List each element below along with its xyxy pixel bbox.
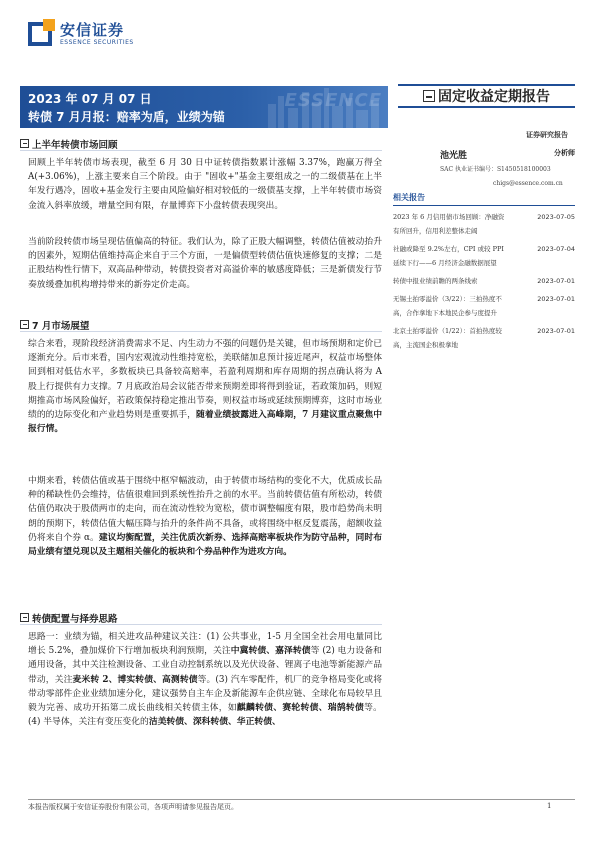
- paragraph: [28, 474, 382, 559]
- body-text: 回顾上半年转债市场表现，截至 6 月 30 日中证转债指数累计涨幅 3.37%，跑赢万得全 A(+3.06%)，上涨主要来自三个阶段。由于 "固收+"基金主要组成之一的二级债基在上半年发行遇冷，固收+基金发行主要由风险偏好相对较低的一级债基支撑，上半年转债市场资金流入斜率放缓，增量空间有限，存量博弈下小盘转债表现突出。: [28, 158, 382, 211]
- emphasis-text: 建议均衡配置，关注优质次新券、选择高赔率板块作为防守品种，同时布局业绩有望兑现以及主题相关催化的板块和个券品种作为进攻方向。: [28, 532, 382, 558]
- analyst-role: 分析师: [554, 148, 575, 157]
- emphasis-text: 洁美转债、深科转债、华正转债、: [148, 717, 281, 728]
- analyst-row: [440, 148, 575, 161]
- paragraph: [28, 235, 382, 292]
- logo-mark-icon: [28, 22, 52, 46]
- related-report-date: 2023-07-01: [537, 277, 575, 285]
- paragraph: [28, 630, 382, 729]
- related-reports-list: [393, 210, 575, 356]
- related-report-date: 2023-07-04: [537, 245, 575, 253]
- report-type-icon: [423, 90, 435, 102]
- related-report-date: 2023-07-05: [537, 213, 575, 221]
- section-heading-review: [20, 137, 382, 151]
- related-report-item[interactable]: [393, 210, 575, 238]
- related-report-title[interactable]: 转债中报业绩前瞻的两条线索: [393, 277, 478, 285]
- analyst-email[interactable]: chigs@essence.com.cn: [493, 180, 563, 187]
- emphasis-text: 麒麟转债、赛轮转债、瑞鹄转债: [236, 703, 365, 714]
- related-report-item[interactable]: [393, 242, 575, 270]
- page-number: 1: [547, 802, 552, 810]
- report-type-header: [398, 84, 575, 108]
- related-report-date: 2023-07-01: [537, 327, 575, 335]
- body-text: 等。(3) 汽车零配件，机厂的竞争格局变化或将带动零部件企业业绩加速分化，建议强势自主车企及新能源车企供应链、全球化布局较早且毅为完善、成功开拓第二成长曲线相关转债主体，如: [28, 674, 382, 714]
- related-report-item[interactable]: [393, 274, 575, 288]
- department-label: 证券研究报告: [526, 130, 568, 139]
- company-logo: [28, 22, 134, 46]
- section-bullet-icon: [20, 139, 29, 148]
- section-heading-allocation: [20, 611, 382, 625]
- related-report-title[interactable]: 北京土拍零溢价（1/22）：首拍热度较高，主流国企积极拿地: [393, 327, 502, 349]
- related-reports-heading: 相关报告: [393, 192, 575, 206]
- footer-disclaimer: 本报告版权属于安信证券股份有限公司，各项声明请参见报告尾页。: [28, 803, 238, 811]
- body-text: 思路一：业绩为锚，相关进攻品种建议关注：(1) 公共事业，1-5 月全国全社会用电量同比增长 5.2%，叠加煤价下行增加板块利润预期，关注: [28, 632, 382, 657]
- section-bullet-icon: [20, 613, 29, 622]
- related-report-item[interactable]: [393, 292, 575, 320]
- banner-watermark: ESSENCE: [284, 90, 382, 111]
- title-banner: [20, 86, 388, 128]
- body-text: 等 (2) 电力设备和通用设备，其中关注检测设备、工业自动控制系统以及光伏设备、锂离子电池等新能源产品带动，关注: [28, 646, 382, 685]
- emphasis-text: 随着业绩披露进入高峰期，7 月建议重点聚焦中报行情。: [28, 410, 382, 435]
- related-report-date: 2023-07-01: [537, 295, 575, 303]
- related-report-item[interactable]: [393, 324, 575, 352]
- report-type-label: 固定收益定期报告: [438, 89, 550, 105]
- body-text: 综合来看，现阶段经济消费需求不足、内生动力不强的问题仍是关键，但市场预期和定价已逐渐充分。后市来看，国内宏观流动性维持宽松，美联储加息预计接近尾声，权益市场整体回到相对低估水平，多数板块已具备较高赔率，若盈利周期和库存周期的拐点确认将为 A 股上行提供有力支撑。7 月底政治局会议能否带来预期差即将得到验证，若政策加码，则短期推高市场风险偏好，若政策保持稳定推出节奏，则权益市场或延续预期博弈，这时市场业绩的的边际变化和产业趋势则是重要抓手，: [28, 339, 382, 421]
- body-text: 中期来看，转债估值或基于围绕中枢窄幅波动，由于转债市场结构的变化不大，优质成长品种的稀缺性仍会维持，估值很难回到系统性抬升之前的水平。当前转债估值有所松动，转债估值仍取决于股债两市的走向，而在流动性较为宽松，债市调整幅度有限，股市趋势尚未明朗的预期下，转债估值大幅压降与抬升的条件尚不具备，或将围绕中枢反复震荡，超额收益仍将来自个券 α。: [28, 476, 382, 543]
- section-heading-text: 转债配置与择券思路: [32, 613, 118, 625]
- section-heading-text: 7 月市场展望: [32, 320, 90, 332]
- logo-en: ESSENCE SECURITIES: [60, 39, 134, 46]
- body-text: 等。(4) 半导体，关注有变压变化的: [28, 703, 382, 728]
- paragraph: [28, 337, 382, 436]
- section-heading-text: 上半年转债市场回顾: [32, 139, 118, 151]
- section-bullet-icon: [20, 320, 29, 329]
- report-date: 2023 年 07 月 07 日: [28, 92, 152, 106]
- report-title: 转债 7 月月报：赔率为盾，业绩为锚: [28, 110, 225, 124]
- analyst-name: 池光胜: [440, 151, 468, 161]
- analyst-cert: SAC 执业证书编号：S1450518100003: [440, 166, 551, 173]
- footer-divider: [28, 799, 575, 800]
- emphasis-text: 麦米转 2、博实转债、高测转债: [72, 674, 198, 685]
- logo-cn: 安信证券: [60, 21, 125, 39]
- body-text: 当前阶段转债市场呈现估值偏高的特征。我们认为，除了正股大幅调整，转债估值被动抬升的因素外，短期估值维持高企来自于三个方面，一是偏债型转债估值快速修复的支撑；二是正股结构性行情下，双高品种带动，转债投资者对高溢价率的敏感度降低；三是新债发行节奏放缓叠加机构增持带来的新券定价走高。: [28, 237, 382, 290]
- related-report-title[interactable]: 社融或降至 9.2%左右，CPI 或较 PPI 延续下行——6 月经济金融数据展望: [393, 245, 504, 267]
- related-report-title[interactable]: 无锡土拍零溢价（3/22）：三拍热度不高，合作拿地下本地民企参与度提升: [393, 295, 502, 317]
- emphasis-text: 中冀转债、嘉泽转债: [230, 646, 311, 657]
- related-report-title[interactable]: 2023 年 6 月信用债市场回顾：净融资有所回升，信用利差整体走阔: [393, 213, 505, 235]
- paragraph: [28, 156, 382, 213]
- section-heading-outlook: [20, 318, 382, 332]
